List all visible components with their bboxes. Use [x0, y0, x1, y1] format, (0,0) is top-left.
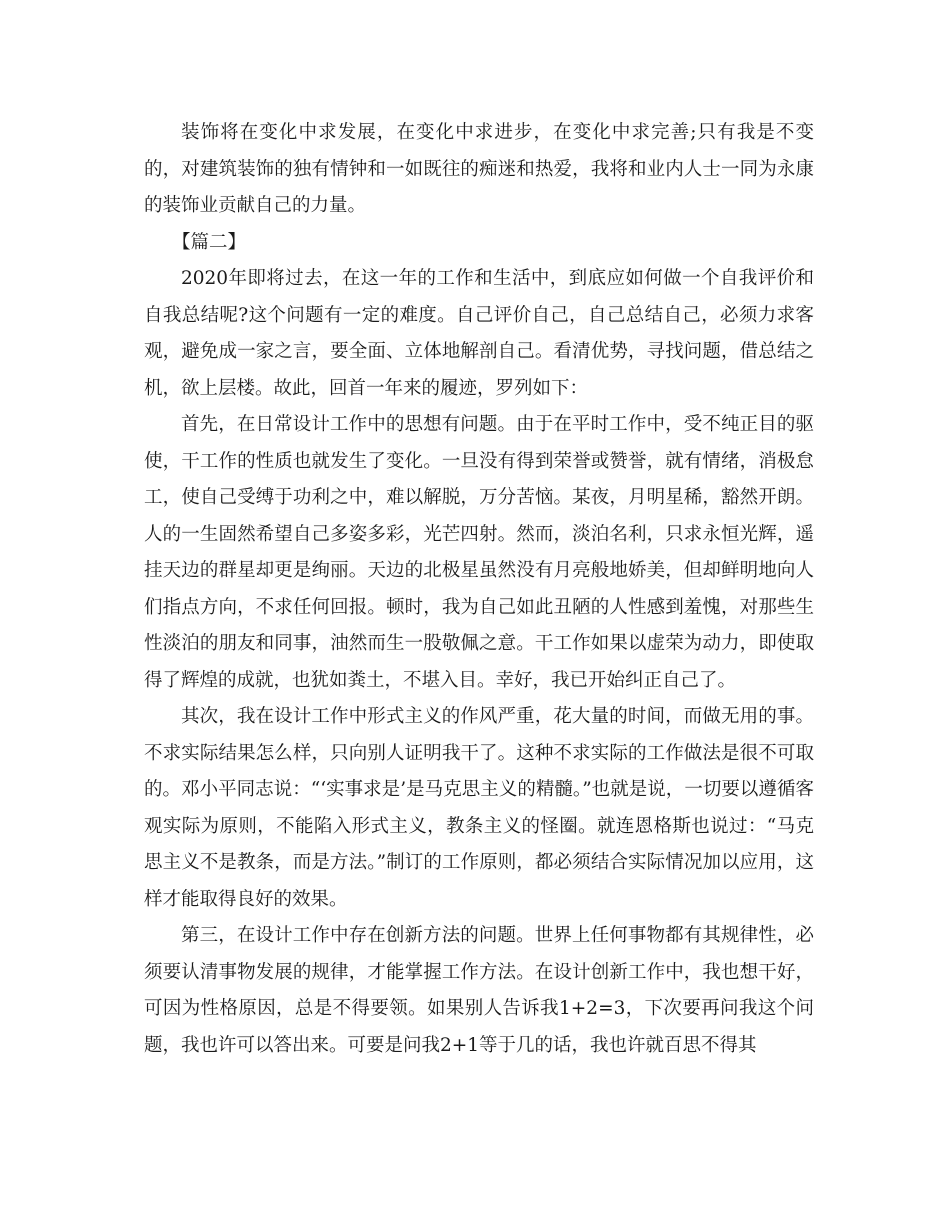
paragraph: 首先，在日常设计工作中的思想有问题。由于在平时工作中，受不纯正目的驱使，干工作的性质也就发生了变化。一旦没有得到荣誉或赞誉，就有情绪，消极怠工，使自己受缚于功利之中，难以解脱，万分苦恼。某夜，月明星稀，豁然开朗。人的一生固然希望自己多姿多彩，光芒四射。然而，淡泊名利，只求永恒光辉，遥挂天边的群星却更是绚丽。天边的北极星虽然没有月亮般地娇美，但却鲜明地向人们指点方向，不求任何回报。顿时，我为自己如此丑陋的人性感到羞愧，对那些生性淡泊的朋友和同事，油然而生一股敬佩之意。干工作如果以虚荣为动力，即使取得了辉煌的成就，也犹如粪土，不堪入目。幸好，我已开始纠正自己了。: [144, 414, 814, 691]
paragraph: 第三，在设计工作中存在创新方法的问题。世界上任何事物都有其规律性，必须要认清事物发展的规律，才能掌握工作方法。在设计创新工作中，我也想干好，可因为性格原因，总是不得要领。如果别人告诉我1+2=3，下次要再问我这个问题，我也许可以答出来。可要是问我2+1等于几的话，我也许就百思不得其: [144, 925, 814, 1056]
section-heading: 【篇二】: [172, 231, 247, 253]
paragraph: 其次，我在设计工作中形式主义的作风严重，花大量的时间，而做无用的事。不求实际结果怎么样，只向别人证明我干了。这种不求实际的工作做法是很不可取的。邓小平同志说：“‘实事求是’是马克思主义的精髓。”也就是说，一切要以遵循客观实际为原则，不能陷入形式主义，教条主义的怪圈。就连恩格斯也说过：“马克思主义不是教条，而是方法。”制订的工作原则，都必须结合实际情况加以应用，这样才能取得良好的效果。: [144, 706, 814, 910]
document-body: [144, 115, 814, 1064]
paragraph: 装饰将在变化中求发展，在变化中求进步，在变化中求完善;只有我是不变的，对建筑装饰的独有情钟和一如既往的痴迷和热爱，我将和业内人士一同为永康的装饰业贡献自己的力量。: [144, 122, 814, 216]
paragraph: 2020年即将过去，在这一年的工作和生活中，到底应如何做一个自我评价和自我总结呢?这个问题有一定的难度。自己评价自己，自己总结自己，必须力求客观，避免成一家之言，要全面、立体地解剖自己。看清优势，寻找问题，借总结之机，欲上层楼。故此，回首一年来的履迹，罗列如下：: [144, 268, 814, 399]
